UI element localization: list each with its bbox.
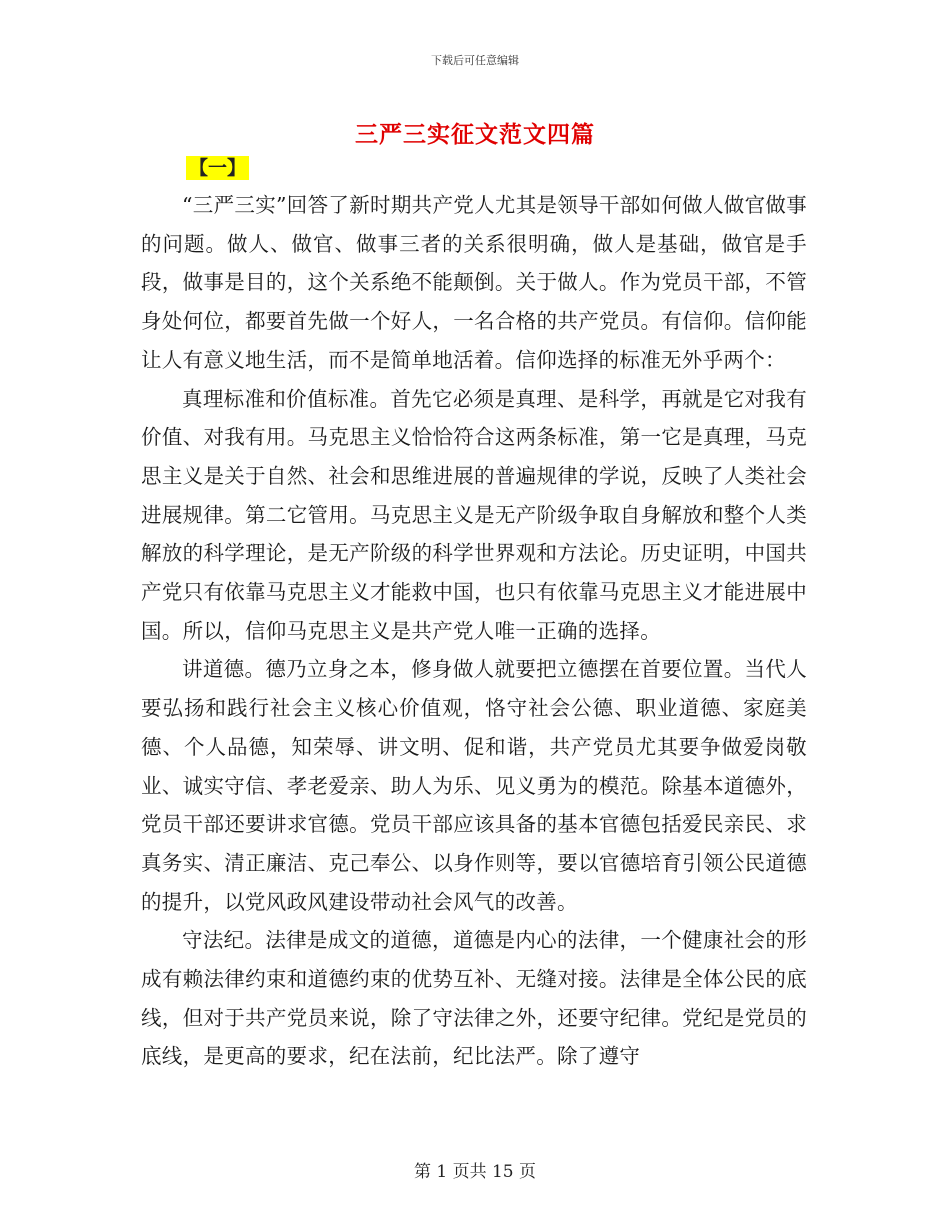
paragraph: 真理标准和价值标准。首先它必须是真理、是科学，再就是它对我有价值、对我有用。马克思主义恰恰符合这两条标准，第一它是真理，马克思主义是关于自然、社会和思维进展的普遍规律的学说，反映了人类社会进展规律。第二它管用。马克思主义是无产阶级争取自身解放和整个人类解放的科学理论，是无产阶级的科学世界观和方法论。历史证明，中国共产党只有依靠马克思主义才能救中国，也只有依靠马克思主义才能进展中国。所以，信仰马克思主义是共产党人唯一正确的选择。 <box>141 386 807 643</box>
document-body <box>141 186 807 1076</box>
paragraph: 守法纪。法律是成文的道德，道德是内心的法律，一个健康社会的形成有赖法律约束和道德约束的优势互补、无缝对接。法律是全体公民的底线，但对于共产党员来说，除了守法律之外，还要守纪律。党纪是党员的底线，是更高的要求，纪在法前，纪比法严。除了遵守 <box>141 928 807 1069</box>
document-title: 三严三实征文范文四篇 <box>355 121 595 148</box>
header-note: 下载后可任意编辑 <box>431 54 519 67</box>
paragraph: 讲道德。德乃立身之本，修身做人就要把立德摆在首要位置。当代人要弘扬和践行社会主义核心价值观，恪守社会公德、职业道德、家庭美德、个人品德，知荣辱、讲文明、促和谐，共产党员尤其要争做爱岗敬业、诚实守信、孝老爱亲、助人为乐、见义勇为的模范。除基本道德外，党员干部还要讲求官德。党员干部应该具备的基本官德包括爱民亲民、求真务实、清正廉洁、克己奉公、以身作则等，要以官德培育引领公民道德的提升，以党风政风建设带动社会风气的改善。 <box>141 657 807 914</box>
section-marker: 【一】 <box>186 156 249 180</box>
paragraph: “三严三实”回答了新时期共产党人尤其是领导干部如何做人做官做事的问题。做人、做官、做事三者的关系很明确，做人是基础，做官是手段，做事是目的，这个关系绝不能颠倒。关于做人。作为党员干部，不管身处何位，都要首先做一个好人，一名合格的共产党员。有信仰。信仰能让人有意义地生活，而不是简单地活着。信仰选择的标准无外乎两个： <box>141 193 807 372</box>
page-footer: 第 1 页共 15 页 <box>413 1162 537 1182</box>
